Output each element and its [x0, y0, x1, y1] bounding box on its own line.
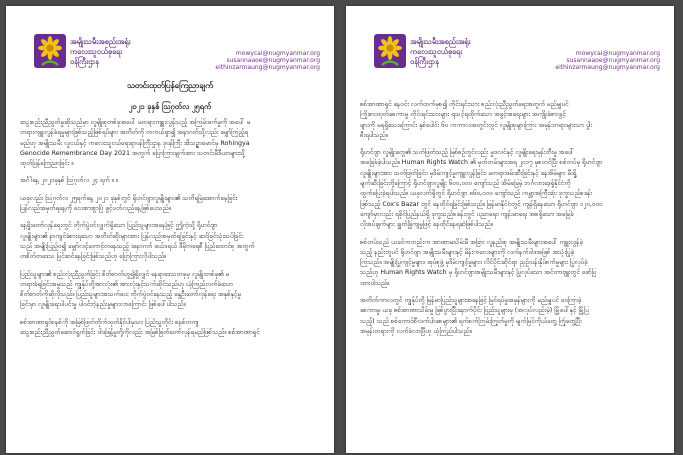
ministry-name: [410, 37, 510, 67]
text-line: အခြေခံခဲ့ပါသည်။ Human Rights Watch ၏ မှတ်တမ်းများအရ ၂၀၁၇ မှစတင်ပြီး စစ်တပ်မှ ရိုဟင်ဂျာ: [360, 159, 603, 167]
document-page-2: [346, 6, 674, 453]
text-line: ပြည်သူများ၏ စည်းလုံးညီညွတ်ခြင်း စိတ်ဓာတ်ဟူ၍ရှိလျှင် နေရာဒေသတခုမှ လူမျိုးတစ်ခု၏ မ: [20, 270, 230, 278]
text-line: ထားပါသည်။: [360, 279, 390, 287]
text-line: လိုအပ်ချက်များ ချွတ်ခြုံကျမှုဖြင့် နေထိုင်နေရဆဲဖြစ်ပါသည်။: [360, 221, 493, 229]
text-line: အတိတ်ကာလတွင် ကျွန်ုပ်တို့ မြန်မာပြည်သူများအနေဖြင့် မြင်ရပ်မှုအမှန်များကို မည်မျှပင် ဝေကြာခဲ့: [360, 297, 582, 305]
paragraph: [20, 118, 320, 169]
text-line: အင်္ဂါနေ့ ၂၀၂၁ခုနှစ် ဩဂုတ်လ ၂၄ ရက် ။ ။: [20, 177, 118, 185]
text-line: တရားခံရခြင်းအမှုသည် ကျွန်ုပ်တို့အားလုံး၏ အားလုံးနှင့်သက်ဆိုင်သည်ဟု ယုံကြည်လက်ခံသော: [20, 280, 233, 288]
ministry-name-line: ဝန်ကြီးဌာန: [410, 57, 439, 66]
paragraph: [20, 194, 320, 215]
paragraph: [360, 100, 660, 141]
text-line: အမုန်းတရားကို လက်ခံလာပြီဟု ယုံကြည်ပါသည်။: [360, 327, 472, 335]
paragraph: [360, 296, 660, 337]
text-line: ကျော်မှာလည်း ရခိုင်ပြည်နယ်ရှိ ဒုက္ခသည်စခန်းတွင် ပညာရေး၊ ကျန်းမာရေး အစရှိသော အခြေခံ: [360, 210, 574, 218]
text-line: များကို မရရှိသေးကြောင်း နှစ်ပေါင်း ၆၀ ကကာလအတွင်းတွင် လူမျိုးစုများကြား အမုန်းတရားများသာ ပွါး: [360, 121, 593, 129]
text-line: စိတ်ဓာတ်ကိုဆိုလိုသည်။ ပြည်သူများအသက်ပေး တိုက်ပွဲဝင်နေသည့် နွေဦးတော်လှန်ရေး အနှစ်နှင့်မှု: [20, 291, 241, 299]
text-line: သည့်) သည် စစ်ကောင်စီလက်ပါးစေများ၏ ရက်စက်ကြမ်းကြုတ်မှုကို မျက်မြင်ကိုယ်တွေ့ ကြုံတွေ့ပြီး: [360, 317, 582, 325]
text-line: ထုတ်ပြန်ကြေညာခြင်း ။: [20, 160, 74, 168]
contact-emails: [215, 50, 320, 71]
paragraph: [20, 176, 320, 186]
text-line: စစ်အာဏာရှင် နေဝင်း လက်ထက်မှစ၍ တိုင်းရင်းသား စည်းလုံးညီညွတ်ရေးအတွက် မည်မျှပင်: [360, 101, 569, 108]
text-line: သည့် နည်းတူပင် ရိုဟင်ဂျာ အမျိုးသမီးများနှင့် မိန်းကလေးများကို လက်နက်ဝါဒအဖြစ် အသုံးပြုခဲ့: [360, 248, 574, 256]
document-page-1: [6, 6, 334, 453]
email-link[interactable]: mowycai@nugmyanmar.org: [575, 50, 660, 57]
body-text: [360, 100, 660, 344]
paragraph: [360, 148, 660, 230]
ministry-name: [70, 37, 170, 67]
paragraph: [20, 318, 320, 339]
text-line: စေကာမူ၊ ယခု စစ်အာဏာသိမ်းမှု ဖြစ်ပွားပြီးနောက်ပိုင်း ပြည်သူများမှ (အလုပ်လည်းမဲ့) မြို့ပေါ်နှင့် မြို့ပြ: [360, 307, 589, 315]
text-line: ခြင်းမှာ လူမျိုးရေးပါပင်းမှု ပါဝင်ဘဲ့နည်းမှုများလာကြောင်း ဖြစ်ပေါ်ပါသည်။: [20, 301, 186, 309]
text-line: ကြိုးစားထုတ်စေကာမူ တိုင်းရင်းသားများ ရသင့်ရထိုက်သော အခွင့်အရေးများ အကျိုးခံစားခွင့်: [360, 111, 566, 119]
press-release-title: သတင်းထုတ်ပြန်ကြေညာချက်: [127, 81, 213, 90]
email-link[interactable]: mowycai@nugmyanmar.org: [235, 50, 320, 57]
email-link[interactable]: susannaaoe@nugmyanmar.org: [226, 57, 320, 64]
text-line: တစိတ်တဒေသ ပြင်ဆင်နေခြင်းဖြစ်သည်ဟု ပြောကြားလိုပါသည်။: [20, 253, 166, 261]
text-line: စီးရပါသည်။: [360, 131, 388, 139]
text-line: Genocide Remembrance Day 2021 အတွက် ပြောကြားချက်အား သတင်းမီဒီယာများသို့: [20, 149, 245, 157]
ministry-name-line: ကလေးသူငယ်စုရေး: [410, 47, 463, 56]
body-text: [20, 118, 320, 345]
ministry-name-line: ကလေးသူငယ်စုရေး: [70, 47, 123, 56]
text-line: ကြသည်။ အမျိုးပြုကျင့်မှုများ၊ အုပ်စုဖွဲ့ မုဒိမ်းကျင့်မှုများ၊ လိင်ပိုင်းဆိုင်ရာ ညှဉ်းပန်းနှိပ်စက်မှုများ ပြုလုပ်ခဲ့: [360, 259, 588, 267]
text-line: မည်ဟု အမျိုးသမီး လူငယ်နှင့် ကလေးသူငယ်ရေးရာဝန်ကြီးဌာန ဒုဝန်ကြီး အိသဉ္ဇာမောင်မှ Rohingya: [20, 139, 250, 147]
text-line: နေ့ရှိုးတော်လှန်ရေးတွင် တိုက်ပွဲဝင်လျှက်ရှိသော ပြည်သူများအနေဖြင့် ဤကဲ့သို့ ရိုဟင်ဂျာ: [20, 222, 218, 230]
email-link[interactable]: susannaaoe@nugmyanmar.org: [566, 57, 660, 64]
ministry-name-line: အမျိုးသမီးအစည်းအရုံး: [70, 37, 131, 46]
text-line: မျက်ဆီးခြင်းတို့ကြောင့် ရိုဟင်ဂျာလူမျိုး ၆၀၀,၀၀၀ ကျော်သည် အိမ်ခြေမဲ့ ဘင်္ဂလားဒေ့ရှ်နိုင်ငံကို: [360, 180, 571, 188]
text-line: ထွက်ပြေးခဲ့ရပါသည်။ ယခုလက်ရှိတွင် ရိုဟင်ဂျာ ၈၆၀,၀၀၀ ကျော်သည် ကမ္ဘာ့အကြီးဆုံး ဒုက္ခသည်စခန်း: [360, 190, 593, 198]
text-line: စစ်အာဏာရှင်စနစ်ကို အမြစ်ဖြတ်တိုက်ထုတ်နိုင်ပါမှသာ ပြည်သူတိုင်း စနစ်တကျ: [20, 318, 199, 326]
email-link[interactable]: eithinzarmaung@nugmyanmar.org: [555, 64, 660, 71]
email-link[interactable]: eithinzarmaung@nugmyanmar.org: [215, 64, 320, 71]
text-line: လူမျိုးများ၏ နာကျင်ခံစားရသော အတိတ်ဆိုးများအား ပြန်လည်အမှတ်ရခြင်းနှင့် ဆင်ခြင်သုံးသပ်ခြင်း: [20, 232, 244, 240]
text-line: သည် အမျိုးပြည့်ဝ၍ မျှော်လင့်တောင့်တနေသည့် အနာဂတ် ဖယ်ဒရယ် ဒီမိုကရေစီ ပြည်ထောင်စု အတွက်: [20, 242, 255, 250]
text-line: ပြန်လည်အမှတ်ရနေ့ကို လေးစားစွာပြဲ ဖွင့်ပတ်လည်နေ့ဖြစ်ပေသည်။: [20, 205, 171, 213]
text-line: သွေးစည်းညီညွတ်ဆောင်ရွက်ခြင်း ဝါဒဖြန့်မှုတို့ကိုလည်း အမြစ်ဖြတ်တော်လှန်ရမည်ဖြစ်သည်။ စစ်အာဏာရှင်: [20, 329, 260, 337]
text-line: ရိုဟင်ဂျာ လူမျိုးတွေ၏ သတ်ဖြတ်သည့် မြစ်စဉ်တွင်လည်း မှုဒလင်နှင့် လူမျိုးရေးမုန်းတီးမှု အပေါ်: [360, 149, 575, 157]
ministry-name-line: ဝန်ကြီးဌာန: [70, 57, 99, 66]
contact-emails: [555, 50, 660, 71]
ministry-logo: [34, 34, 66, 72]
paragraph: [20, 221, 320, 262]
ministry-logo: [374, 34, 406, 72]
text-line: ဖြစ်သည့် Cox's Bazar တွင် နေထိုင်ရခြင်းဖြစ်သည်။ မြန်မာနိုင်ငံတွင် ကျန်ရှိနေသော ရိုဟင်ဂျာ ၁၂၀,၀၀၀: [360, 200, 603, 208]
text-line: တရားကျူးလွန်ခံရမှုများဖြစ်သည့်ဖြစ်ရပ်များ အတိတ်ကို တကယ်ရှာ၍ အနာဂတ်သို့လည်း မျှော်ကြည့်ရ: [20, 129, 249, 137]
text-line: သည်ဟု Human Rights Watch မှ ရိုဟင်ဂျာအမျိုးသမီးများနှင့် ပြုလုပ်သော အင်တာဗျူးတွင် ဖော်ပြ: [360, 269, 597, 277]
paragraph: [20, 270, 320, 311]
text-line: လူမျိုးများအား သတ်ဖြတ်ခြင်း၊ မုဒိမ်းကျင့်မှုကျူးလွန်ခြင်း၊ မတရားဖမ်းဆီးခြင်းနှင့် နေအိမ်များ မီးရှို့: [360, 169, 577, 177]
text-line: စစ်တပ်သည် ယခင်ကတည်းက အာဏာမသိမ်းမီ အခြား လူနည်းစု အမျိုးသမီးများအပေါ် ကျူးလွန်ခဲ့: [360, 238, 583, 246]
press-release-date: ၂၀၂၁ ခုနှစ် ဩဂုတ်လ ၂၅ရက်: [128, 102, 212, 111]
paragraph: [360, 238, 660, 289]
text-line: ယခုလည်း ဩဂုတ်လ ၂၅ရက်နေ့ ၂၀၂၁ ခုနှစ်တွင် ရိုဟင်ဂျာလူမျိုးများ၏ သတိရမြဲအောက်မေ့ခြင်း: [20, 194, 238, 202]
text-line: သွေးစည်းညီညွတ်မှုဆိုသည်မှာ လူမျိုးစုတစ်ခုအပေါ် မတရားကျူးလွန်သည့် အကြမ်းဖက်မှုကို အပေါ် မ: [20, 119, 251, 126]
ministry-name-line: အမျိုးသမီးအစည်းအရုံး: [410, 37, 471, 46]
